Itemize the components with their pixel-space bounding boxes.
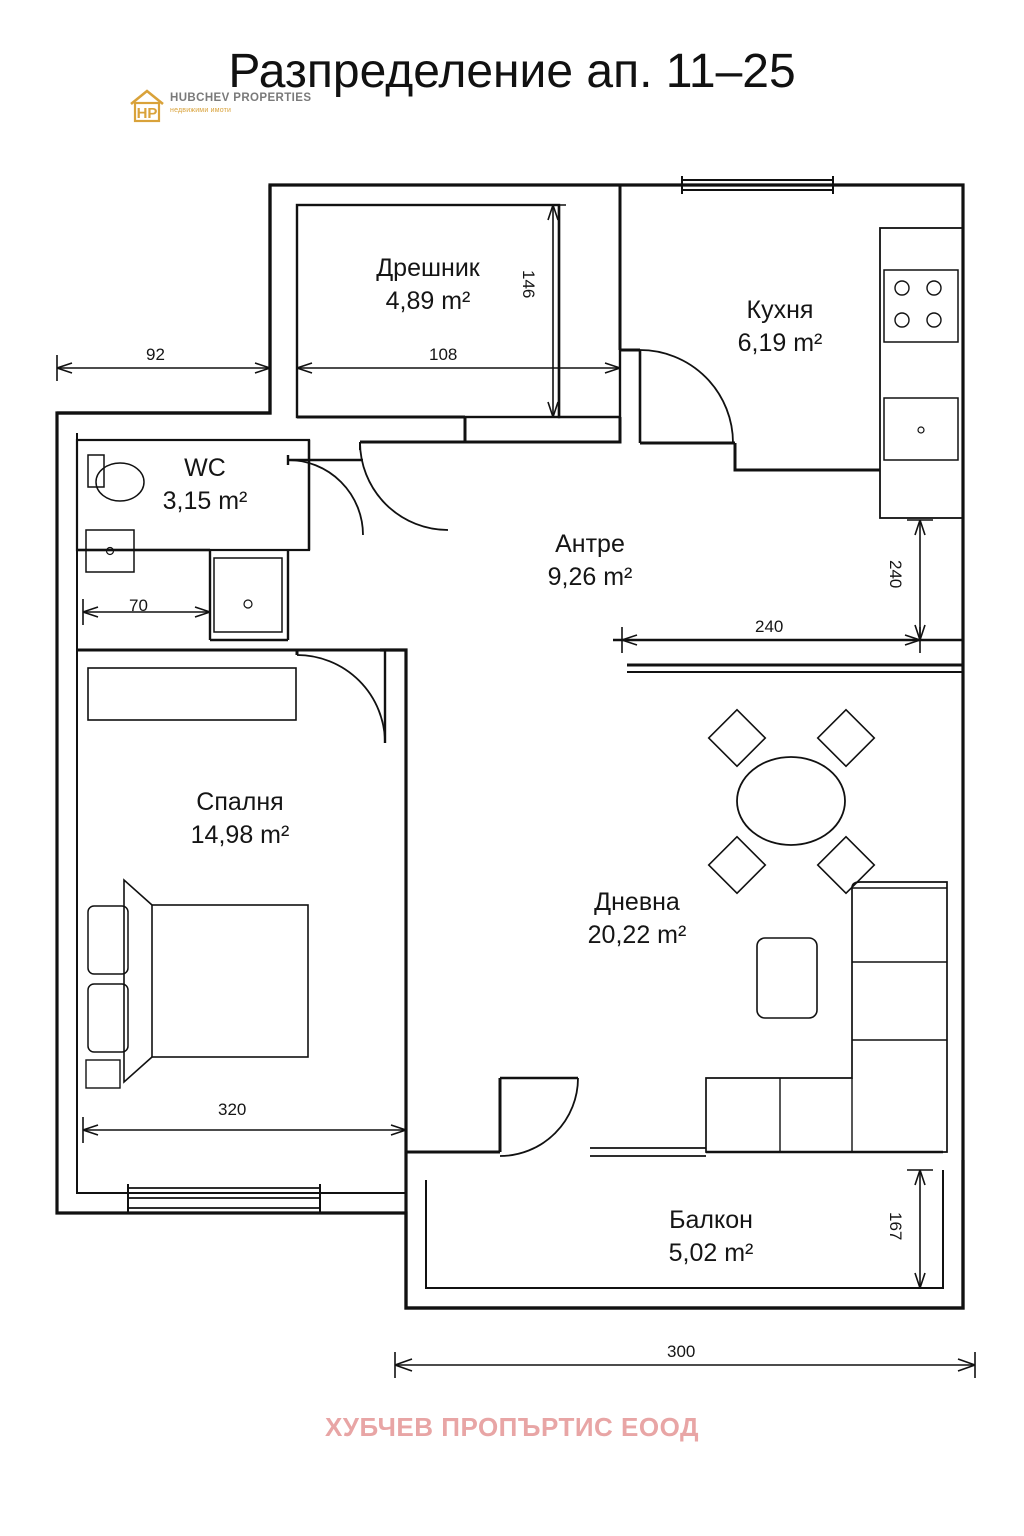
room-label-spalnya: Спалня 14,98 m²: [190, 788, 290, 849]
logo-tagline: недвижими имоти: [170, 107, 232, 114]
dimension-92: 92: [146, 345, 165, 364]
dimension-240-horizontal: 240: [755, 617, 784, 636]
svg-text:HP: HP: [136, 105, 158, 122]
dimension-108: 108: [429, 345, 458, 364]
page-title: Разпределение ап. 11–25: [228, 45, 796, 98]
dimension-240-vertical: 240: [886, 560, 905, 589]
room-label-kuhnya: Кухня 6,19 m²: [737, 296, 823, 357]
dimension-146: 146: [519, 270, 538, 299]
room-label-dreshnik: Дрешник 4,89 m²: [376, 254, 480, 315]
room-label-dnevna: Дневна 20,22 m²: [587, 888, 687, 949]
dimension-167: 167: [886, 1212, 905, 1241]
room-label-antre: Антре 9,26 m²: [547, 530, 633, 591]
room-label-balkon: Балкон 5,02 m²: [668, 1206, 754, 1267]
dimension-320: 320: [218, 1100, 247, 1119]
logo-brand-text: HUBCHEV PROPERTIES: [170, 92, 312, 104]
company-footer: ХУБЧЕВ ПРОПЪРТИС ЕООД: [324, 1412, 700, 1442]
dimension-300: 300: [667, 1342, 696, 1361]
dimension-70: 70: [129, 596, 148, 615]
room-label-wc: WC 3,15 m²: [162, 454, 248, 515]
